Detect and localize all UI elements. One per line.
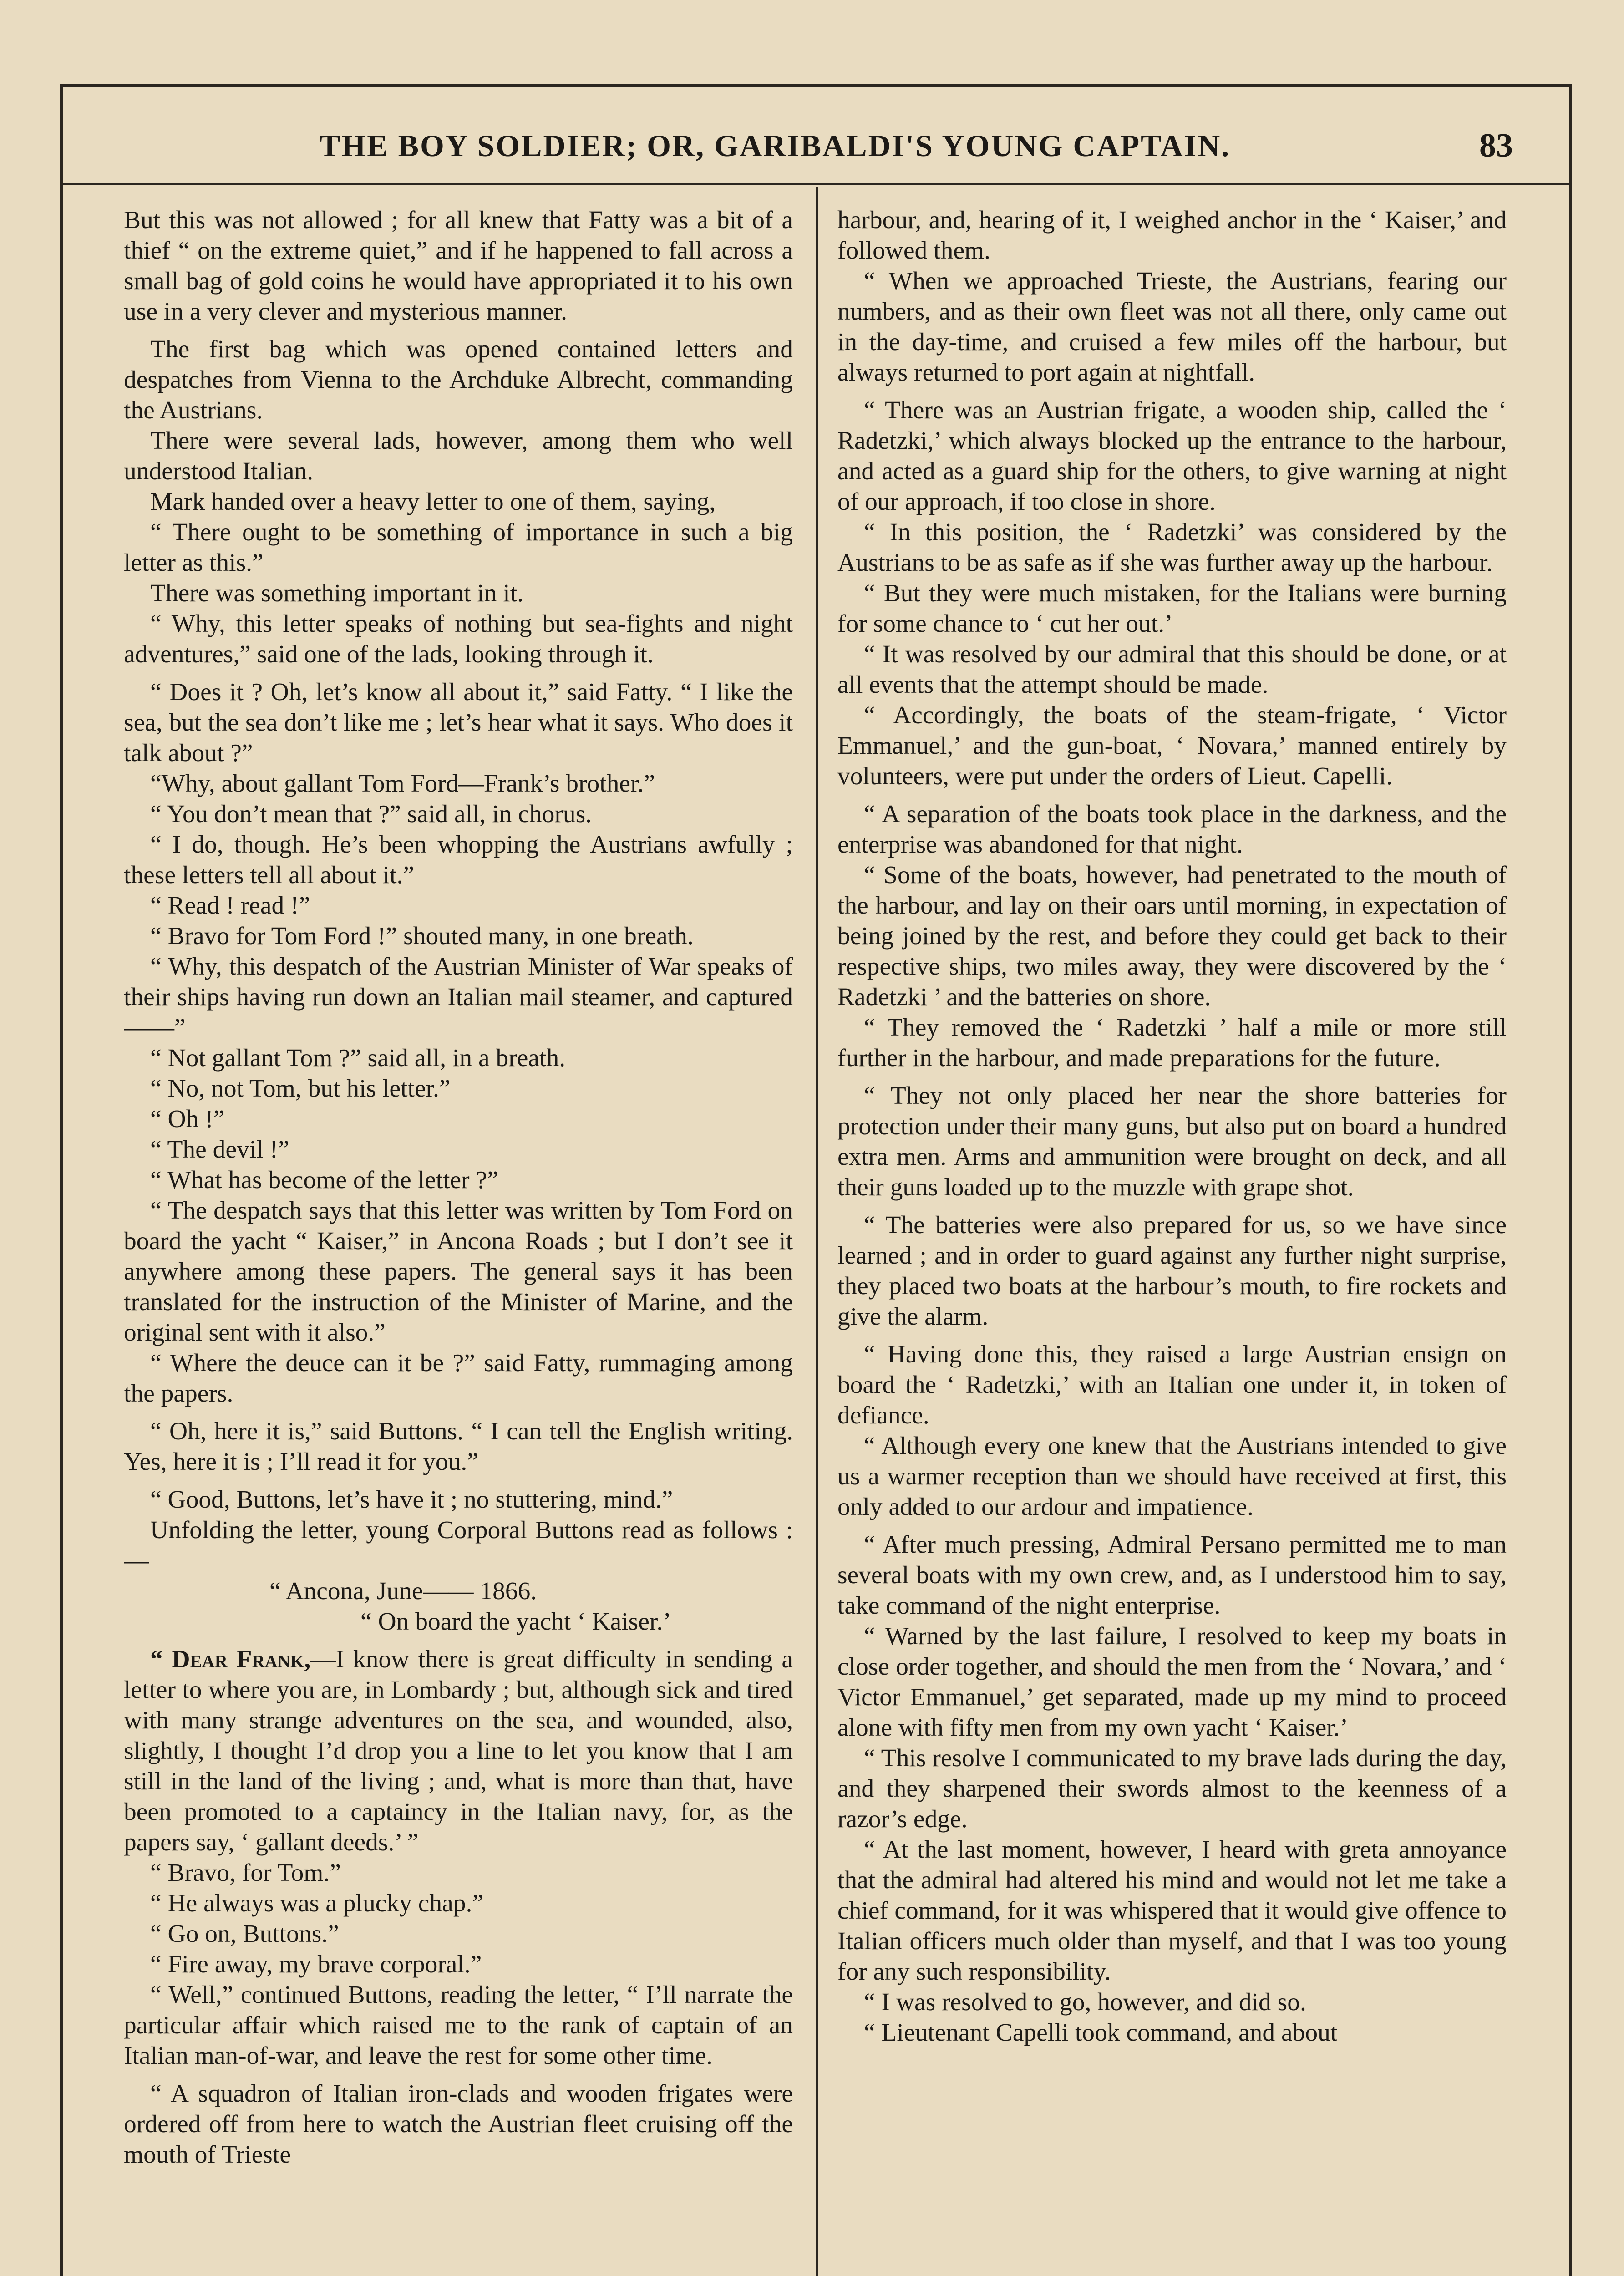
- paragraph: “ Not gallant Tom ?” said all, in a breath.: [150, 1044, 566, 1072]
- paragraph: “ After much pressing, Admiral Persano permitted me to man several boats with my own crew, and, as I understood him to say, take command of the night enterprise.: [837, 1531, 1507, 1620]
- left-column: [124, 205, 793, 2276]
- paragraph: “ No, not Tom, but his letter.”: [150, 1075, 451, 1102]
- paragraph: “ In this position, the ‘ Radetzki’ was considered by the Austrians to be as safe as if she was further away up the harbour.: [837, 518, 1507, 577]
- letter-salutation: “ Dear Frank,: [150, 1646, 311, 1673]
- paragraph: “ Bravo for Tom Ford !” shouted many, in one breath.: [150, 922, 694, 950]
- letter-dateline: “ Ancona, June—— 1866.: [269, 1577, 537, 1605]
- paragraph: “ There ought to be something of importance in such a big letter as this.”: [124, 518, 793, 577]
- paragraph: There were several lads, however, among them who well understood Italian.: [124, 427, 793, 485]
- paragraph: harbour, and, hearing of it, I weighed anchor in the ‘ Kaiser,’ and followed them.: [837, 206, 1507, 264]
- paragraph: “ You don’t mean that ?” said all, in chorus.: [150, 800, 592, 828]
- letter-body: —I know there is great difficulty in sending a letter to where you are, in Lombardy ; but, although sick and tired with many strange adventures on the sea, and wounded, also, slightly, I thought I’d drop you a line to let you know that I am still in the land of the living ; and, what is more than that, have been promoted to a captaincy in the Italian navy, for, as the papers say, ‘ gallant deeds.’ ”: [124, 1646, 793, 1856]
- paragraph: “ He always was a plucky chap.”: [150, 1890, 483, 1917]
- paragraph: “ Good, Buttons, let’s have it ; no stuttering, mind.”: [150, 1486, 673, 1514]
- paragraph: “ I do, though. He’s been whopping the Austrians awfully ; these letters tell all about it.”: [124, 831, 793, 889]
- paragraph: “ Warned by the last failure, I resolved to keep my boats in close order together, and should the men from the ‘ Novara,’ and ‘ Victor Emmanuel,’ get separated, made up my mind to proceed alone with fifty men from my own yacht ‘ Kaiser.’: [837, 1622, 1507, 1742]
- paragraph: Mark handed over a heavy letter to one of them, saying,: [150, 488, 716, 516]
- paragraph: “ They not only placed her near the shore batteries for protection under their many guns, but also put on board a hundred extra men. Arms and ammunition were brought on deck, and all their guns loaded up to the muzzle with grape shot.: [837, 1082, 1507, 1201]
- paragraph: “ When we approached Trieste, the Austrians, fearing our numbers, and as their own fleet was not all there, only came out in the day-time, and cruised a few miles off the harbour, but always returned to port again at nightfall.: [837, 267, 1507, 386]
- paragraph: “ Having done this, they raised a large Austrian ensign on board the ‘ Radetzki,’ with an Italian one under it, in token of defiance.: [837, 1341, 1507, 1429]
- page-header: [60, 123, 1513, 168]
- letter-opening: [124, 1644, 793, 1858]
- paragraph: “ A separation of the boats took place in the darkness, and the enterprise was abandoned for that night.: [837, 800, 1507, 859]
- paragraph: “ Fire away, my brave corporal.”: [150, 1951, 482, 1978]
- paragraph: “ But they were much mistaken, for the Italians were burning for some chance to ‘ cut her out.’: [837, 579, 1507, 638]
- paragraph: “ This resolve I communicated to my brave lads during the day, and they sharpened their swords almost to the keenness of a razor’s edge.: [837, 1744, 1507, 1833]
- right-column: [837, 205, 1507, 2276]
- column-divider: [816, 187, 818, 2276]
- paragraph: “ Does it ? Oh, let’s know all about it,” said Fatty. “ I like the sea, but the sea don’t like me ; let’s hear what it says. Who does it talk about ?”: [124, 678, 793, 767]
- paragraph: Unfolding the letter, young Corporal Buttons read as follows :—: [124, 1516, 793, 1575]
- paragraph: There was something important in it.: [150, 579, 524, 607]
- paragraph: “ Oh, here it is,” said Buttons. “ I can tell the English writing. Yes, here it is ; I’ll read it for you.”: [124, 1417, 793, 1476]
- paragraph: “Why, about gallant Tom Ford—Frank’s brother.”: [150, 770, 655, 798]
- paragraph: “ Bravo, for Tom.”: [150, 1859, 341, 1887]
- paragraph: “ Read ! read !”: [150, 892, 310, 920]
- paragraph: “ It was resolved by our admiral that this should be done, or at all events that the attempt should be made.: [837, 640, 1507, 699]
- paragraph: But this was not allowed ; for all knew that Fatty was a bit of a thief “ on the extreme quiet,” and if he happened to fall across a small bag of gold coins he would have appropriated it to his own use in a very clever and mysterious manner.: [124, 206, 793, 325]
- paragraph: “ The batteries were also prepared for us, so we have since learned ; and in order to guard against any further night surprise, they placed two boats at the harbour’s mouth, to fire rockets and give the alarm.: [837, 1211, 1507, 1331]
- paragraph: “ At the last moment, however, I heard with greta annoyance that the admiral had altered his mind and would not let me take a chief command, for it was whispered that it would give offence to Italian officers much older than myself, and that I was too young for any such responsibility.: [837, 1836, 1507, 1986]
- paragraph: “ What has become of the letter ?”: [150, 1166, 498, 1194]
- paragraph: “ Some of the boats, however, had penetrated to the mouth of the harbour, and lay on their oars until morning, in expectation of being joined by the rest, and before they could get back to their respective ships, two miles away, they were discovered by the ‘ Radetzki ’ and the batteries on shore.: [837, 861, 1507, 1011]
- paragraph: The first bag which was opened contained letters and despatches from Vienna to the Archduke Albrecht, commanding the Austrians.: [124, 335, 793, 424]
- paragraph: “ Oh !”: [150, 1105, 225, 1133]
- paragraph: “ Where the deuce can it be ?” said Fatty, rummaging among the papers.: [124, 1349, 793, 1407]
- paragraph: “ Although every one knew that the Austrians intended to give us a warmer reception than we should have received at first, this only added to our ardour and impatience.: [837, 1432, 1507, 1521]
- paragraph: “ Well,” continued Buttons, reading the letter, “ I’ll narrate the particular affair which raised me to the rank of captain of an Italian man-of-war, and leave the rest for some other time.: [124, 1981, 793, 2070]
- paragraph: “ They removed the ‘ Radetzki ’ half a mile or more still further in the harbour, and made preparations for the future.: [837, 1014, 1507, 1072]
- paragraph: “ The despatch says that this letter was written by Tom Ford on board the yacht “ Kaiser,” in Ancona Roads ; but I don’t see it anywhere among these papers. The general says it has been translated for the instruction of the Minister of Marine, and the original sent with it also.”: [124, 1197, 793, 1346]
- paragraph: “ Go on, Buttons.”: [150, 1920, 339, 1948]
- page-number: 83: [1479, 127, 1513, 164]
- paragraph: “ There was an Austrian frigate, a wooden ship, called the ‘ Radetzki,’ which always blocked up the entrance to the harbour, and acted as a guard ship for the others, to give warning at night of our approach, if too close in shore.: [837, 396, 1507, 516]
- paragraph: “ A squadron of Italian iron-clads and wooden frigates were ordered off from here to watch the Austrian fleet cruising off the mouth of Trieste: [124, 2080, 793, 2169]
- header-rule: [60, 183, 1569, 185]
- letter-address: “ On board the yacht ‘ Kaiser.’: [360, 1608, 671, 1636]
- paragraph: “ Lieutenant Capelli took command, and about: [864, 2019, 1338, 2047]
- paragraph: “ I was resolved to go, however, and did so.: [864, 1988, 1306, 2016]
- running-title: THE BOY SOLDIER; OR, GARIBALDI'S YOUNG CAPTAIN.: [320, 128, 1231, 163]
- paragraph: “ Accordingly, the boats of the steam-frigate, ‘ Victor Emmanuel,’ and the gun-boat, ‘ Novara,’ manned entirely by volunteers, were put under the orders of Lieut. Capelli.: [837, 701, 1507, 790]
- paragraph: “ The devil !”: [150, 1136, 289, 1163]
- paragraph: “ Why, this despatch of the Austrian Minister of War speaks of their ships having run down an Italian mail steamer, and captured——”: [124, 953, 793, 1041]
- paragraph: “ Why, this letter speaks of nothing but sea-fights and night adventures,” said one of the lads, looking through it.: [124, 610, 793, 668]
